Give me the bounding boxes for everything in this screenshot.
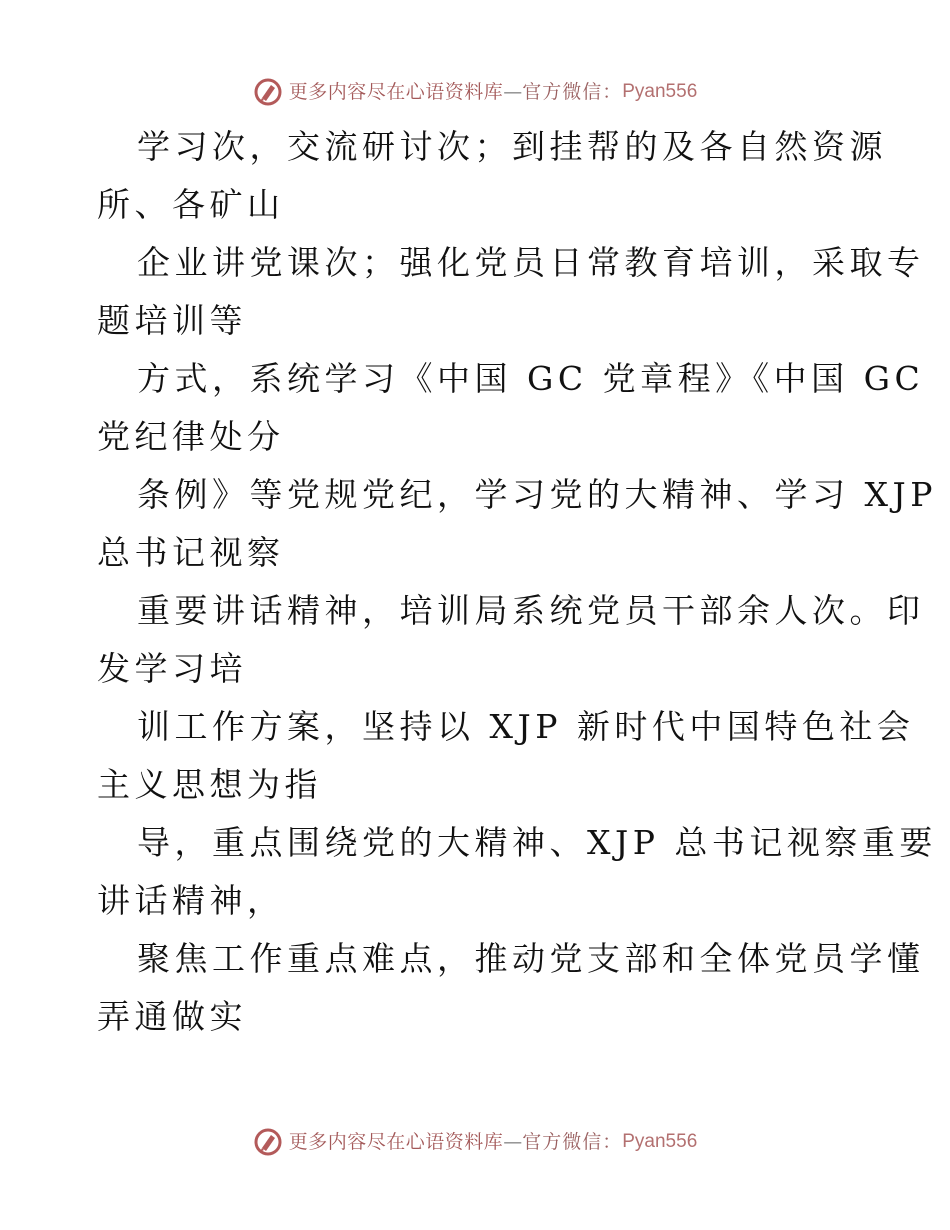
text-line: 党纪律处分	[97, 417, 285, 456]
text-line: 题培训等	[97, 301, 247, 340]
watermark-library-text: 更多内容尽在心语资料库	[288, 81, 504, 103]
watermark-library-text: 更多内容尽在心语资料库	[288, 1131, 504, 1153]
watermark-official-label: 官方微信：	[522, 81, 623, 103]
text-line: 训工作方案，坚持以 XJP 新时代中国特色社会	[137, 707, 915, 746]
header-watermark	[0, 77, 950, 115]
text-line: 学习次，交流研讨次；到挂帮的及各自然资源	[137, 127, 887, 166]
footer-watermark	[0, 1127, 950, 1165]
text-line: 导，重点围绕党的大精神、XJP 总书记视察重要	[137, 823, 937, 862]
watermark-dash: —	[503, 1131, 523, 1153]
watermark-wechat-id: Pyan556	[622, 81, 698, 102]
watermark-official-label: 官方微信：	[522, 1131, 623, 1153]
document-body	[97, 118, 937, 1046]
text-line: 所、各矿山	[97, 185, 285, 224]
text-line: 总书记视察	[97, 533, 285, 572]
pen-nib-logo-icon	[253, 1127, 283, 1157]
text-line: 企业讲党课次；强化党员日常教育培训，采取专	[137, 243, 925, 282]
text-line: 发学习培	[97, 649, 247, 688]
text-line: 方式，系统学习《中国 GC 党章程》《中国 GC	[137, 359, 925, 398]
text-line: 主义思想为指	[97, 765, 322, 804]
text-line: 讲话精神，	[97, 881, 285, 920]
text-line: 重要讲话精神，培训局系统党员干部余人次。印	[137, 591, 925, 630]
pen-nib-logo-icon	[253, 77, 283, 107]
watermark-wechat-id: Pyan556	[622, 1131, 698, 1152]
text-line: 条例》等党规党纪，学习党的大精神、学习 XJP	[137, 475, 937, 514]
watermark-dash: —	[503, 81, 523, 103]
text-line: 弄通做实	[97, 997, 247, 1036]
text-line: 聚焦工作重点难点，推动党支部和全体党员学懂	[137, 939, 925, 978]
